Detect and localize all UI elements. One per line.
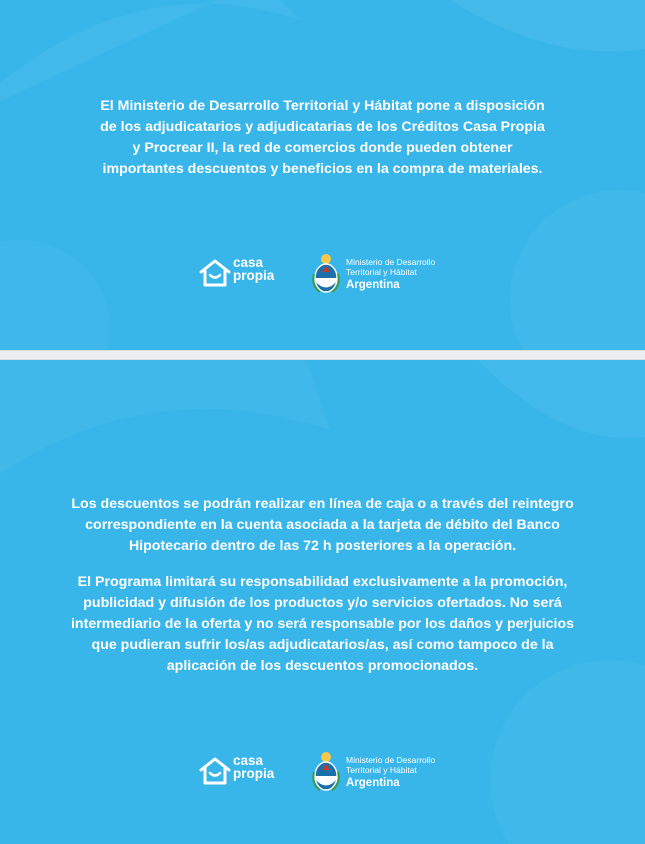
paragraph-line: intermediario de la oferta y no será responsable por los daños y perjuicios	[70, 616, 575, 632]
top-card	[0, 0, 645, 350]
country-label: Argentina	[346, 777, 400, 789]
ministry-line: Ministerio de Desarrollo	[346, 755, 436, 765]
intro-line: importantes descuentos y beneficios en la compra de materiales.	[102, 161, 543, 177]
paragraph-line: El Programa limitará su responsabilidad exclusivamente a la promoción,	[77, 574, 568, 590]
ministry-text	[346, 755, 435, 790]
paragraph-line: Hipotecario dentro de las 72 h posteriores a la operación.	[128, 538, 517, 554]
casa-word: casa	[233, 255, 264, 270]
page-divider	[0, 350, 645, 360]
ministry-logo	[312, 252, 452, 298]
propia-word: propia	[233, 268, 275, 283]
ministry-logo	[312, 750, 452, 796]
ministry-line: Territorial y Hábitat	[346, 267, 417, 277]
paragraph-line: que pudieran sufrir los/as adjudicatarios/as, así como tampoco de la	[91, 637, 554, 653]
paragraph-line: Los descuentos se podrán realizar en línea de caja o a través del reintegro	[71, 496, 574, 512]
intro-text	[0, 96, 645, 180]
casa-word: casa	[233, 753, 264, 768]
logo-row	[0, 750, 645, 796]
house-smile-icon	[198, 258, 232, 288]
bottom-card	[0, 360, 645, 844]
house-smile-icon	[198, 756, 232, 786]
casa-propia-wordmark	[233, 754, 274, 780]
casa-propia-logo	[196, 256, 286, 292]
intro-line: El Ministerio de Desarrollo Territorial y Hábitat pone a disposición	[100, 98, 545, 114]
intro-line: de los adjudicatarios y adjudicatarias de los Créditos Casa Propia	[100, 119, 545, 135]
propia-word: propia	[233, 766, 275, 781]
paragraph-line: publicidad y difusión de los productos y/o servicios ofertados. No será	[83, 595, 562, 611]
argentina-coat-of-arms-icon	[312, 252, 340, 296]
conditions-text	[0, 494, 645, 677]
intro-line: y Procrear II, la red de comercios donde pueden obtener	[132, 140, 513, 156]
casa-propia-logo	[196, 754, 286, 790]
logo-row	[0, 252, 645, 298]
casa-propia-wordmark	[233, 256, 274, 282]
ministry-line: Ministerio de Desarrollo	[346, 257, 436, 267]
ministry-text	[346, 257, 435, 292]
paragraph-line: correspondiente en la cuenta asociada a la tarjeta de débito del Banco	[85, 517, 560, 533]
paragraph-line: aplicación de los descuentos promocionados.	[166, 658, 479, 674]
ministry-line: Territorial y Hábitat	[346, 765, 417, 775]
argentina-coat-of-arms-icon	[312, 750, 340, 794]
country-label: Argentina	[346, 279, 400, 291]
